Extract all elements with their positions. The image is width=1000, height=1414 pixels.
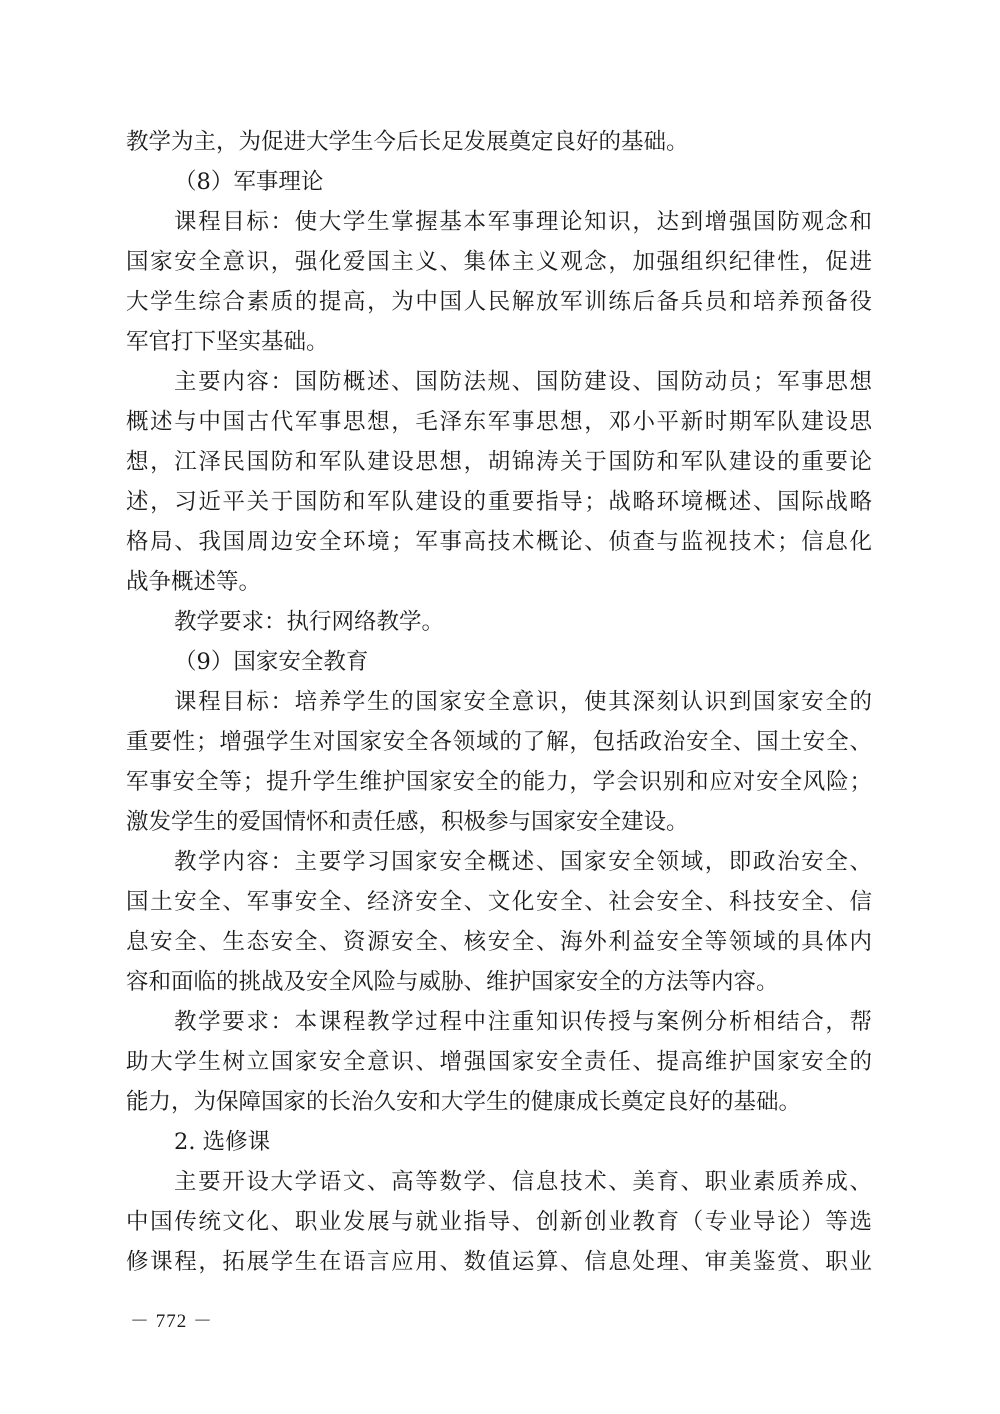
text-line: 教学要求：本课程教学过程中注重知识传授与案例分析相结合，帮 [174, 1009, 872, 1035]
text-line: 中国传统文化、职业发展与就业指导、创新创业教育（专业导论）等选 [126, 1209, 872, 1235]
text-line: 军官打下坚实基础。 [126, 329, 329, 355]
page-number: － 772 － [130, 1311, 214, 1332]
text-line: 教学内容：主要学习国家安全概述、国家安全领域，即政治安全、 [174, 849, 872, 875]
text-line: 主要开设大学语文、高等数学、信息技术、美育、职业素质养成、 [174, 1169, 872, 1195]
text-line: 容和面临的挑战及安全风险与威胁、维护国家安全的方法等内容。 [126, 969, 779, 995]
text-line: （8）军事理论 [174, 169, 324, 195]
text-line: 助大学生树立国家安全意识、增强国家安全责任、提高维护国家安全的 [126, 1049, 872, 1075]
text-line: 修课程，拓展学生在语言应用、数值运算、信息处理、审美鉴赏、职业 [126, 1249, 872, 1275]
text-line: 教学为主，为促进大学生今后长足发展奠定良好的基础。 [126, 129, 689, 155]
text-line: 课程目标：使大学生掌握基本军事理论知识，达到增强国防观念和 [174, 209, 872, 235]
text-line: 息安全、生态安全、资源安全、核安全、海外利益安全等领域的具体内 [126, 929, 872, 955]
text-line: 重要性；增强学生对国家安全各领域的了解，包括政治安全、国土安全、 [126, 729, 872, 755]
text-line: 国土安全、军事安全、经济安全、文化安全、社会安全、科技安全、信 [126, 889, 872, 915]
text-line: 大学生综合素质的提高，为中国人民解放军训练后备兵员和培养预备役 [126, 289, 872, 315]
document-body [126, 122, 872, 1282]
text-line: 概述与中国古代军事思想，毛泽东军事思想，邓小平新时期军队建设思 [126, 409, 872, 435]
text-line: 国家安全意识，强化爱国主义、集体主义观念，加强组织纪律性，促进 [126, 249, 872, 275]
text-line: 课程目标：培养学生的国家安全意识，使其深刻认识到国家安全的 [174, 689, 872, 715]
text-line: 格局、我国周边安全环境；军事高技术概论、侦查与监视技术；信息化 [126, 529, 872, 555]
text-line: 教学要求：执行网络教学。 [174, 609, 445, 635]
text-line: 军事安全等；提升学生维护国家安全的能力，学会识别和应对安全风险； [126, 769, 872, 795]
text-line: 想，江泽民国防和军队建设思想，胡锦涛关于国防和军队建设的重要论 [126, 449, 872, 475]
text-line: 能力，为保障国家的长治久安和大学生的健康成长奠定良好的基础。 [126, 1089, 802, 1115]
text-line: 激发学生的爱国情怀和责任感，积极参与国家安全建设。 [126, 809, 689, 835]
text-line: 2. 选修课 [174, 1129, 271, 1155]
text-line: （9）国家安全教育 [174, 649, 369, 675]
text-line: 战争概述等。 [126, 569, 262, 595]
text-line: 述，习近平关于国防和军队建设的重要指导；战略环境概述、国际战略 [126, 489, 872, 515]
text-line: 主要内容：国防概述、国防法规、国防建设、国防动员；军事思想 [174, 369, 872, 395]
